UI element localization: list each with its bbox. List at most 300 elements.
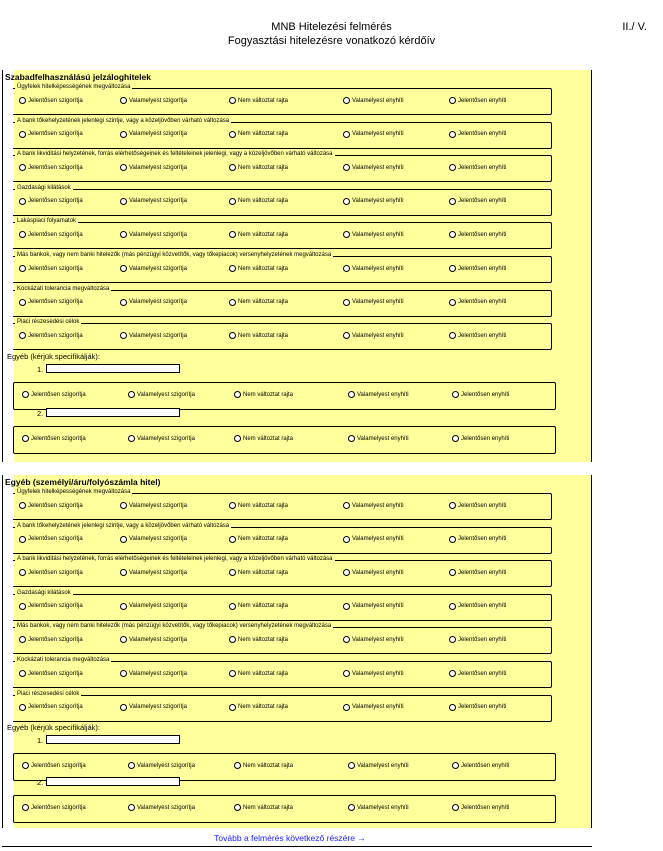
radio-button[interactable] [234,435,241,442]
radio-option-row [13,502,551,512]
section-panel [2,475,592,828]
radio-button[interactable] [449,131,456,138]
radio-option[interactable] [19,97,83,104]
radio-option-label: Valamelyest szigorítja [129,569,187,576]
radio-option-label: Valamelyest szigorítja [129,299,187,306]
radio-option-label: Jelentősen enyhíti [458,265,507,272]
radio-button[interactable] [343,299,350,306]
radio-option-label: Nem változtat rajta [238,670,289,677]
radio-button[interactable] [452,391,459,398]
other-option-group [13,426,556,454]
radio-button[interactable] [229,502,236,509]
radio-button[interactable] [19,231,26,238]
radio-button[interactable] [128,391,135,398]
radio-option-label: Nem változtat rajta [238,299,289,306]
radio-option[interactable] [234,391,293,398]
radio-option-label: Nem változtat rajta [238,502,289,509]
radio-option-label: Jelentősen enyhíti [461,435,510,442]
radio-option[interactable] [128,762,195,769]
radio-button[interactable] [229,164,236,171]
radio-button[interactable] [22,435,29,442]
radio-option-label: Jelentősen enyhíti [458,502,507,509]
radio-option[interactable] [449,265,506,272]
radio-option-label: Valamelyest enyhíti [352,536,404,543]
radio-button[interactable] [234,391,241,398]
radio-option[interactable] [19,231,83,238]
radio-option-label: Valamelyest enyhíti [357,391,409,398]
radio-option-label: Valamelyest szigorítja [137,391,195,398]
radio-button[interactable] [343,265,350,272]
section-title: Szabadfelhasználású jelzáloghitelek [5,72,151,82]
radio-option-label: Valamelyest enyhíti [357,804,409,811]
radio-option-label: Jelentősen enyhíti [458,670,507,677]
question-group [13,589,552,621]
radio-option[interactable] [229,670,288,677]
radio-button[interactable] [343,231,350,238]
radio-option[interactable] [343,704,404,711]
radio-button[interactable] [229,231,236,238]
radio-button[interactable] [348,762,355,769]
radio-option[interactable] [449,636,506,643]
radio-button[interactable] [128,804,135,811]
radio-button[interactable] [120,536,127,543]
question-group-legend: A bank likviditási helyzetének, forrás elérhetőségeinek és feltételeinek jelenlegi, vagy a közeljövőben várható változása [17,556,333,563]
radio-option[interactable] [19,198,83,205]
radio-option[interactable] [19,636,83,643]
radio-button[interactable] [343,670,350,677]
question-group [13,319,552,350]
radio-option[interactable] [120,332,187,339]
radio-option[interactable] [120,131,187,138]
radio-button[interactable] [343,603,350,610]
radio-option[interactable] [19,704,83,711]
radio-option[interactable] [343,502,404,509]
radio-option-label: Jelentősen szigorítja [31,435,86,442]
radio-button[interactable] [449,265,456,272]
radio-option-row [13,131,551,141]
radio-option[interactable] [449,704,506,711]
radio-option-row [14,435,555,445]
question-group-legend: Kockázati tolerancia megváltozása [17,285,110,292]
radio-option[interactable] [234,762,293,769]
radio-option[interactable] [22,804,86,811]
radio-button[interactable] [19,603,26,610]
radio-button[interactable] [128,762,135,769]
radio-option-label: Jelentősen szigorítja [28,502,83,509]
question-group [13,218,552,249]
radio-button[interactable] [120,670,127,677]
other-item-number: 1. [37,736,44,745]
radio-button[interactable] [348,435,355,442]
radio-button[interactable] [234,762,241,769]
radio-button[interactable] [452,762,459,769]
radio-button[interactable] [229,198,236,205]
radio-option-label: Valamelyest enyhíti [352,704,404,711]
radio-option[interactable] [19,332,83,339]
radio-button[interactable] [22,804,29,811]
radio-option[interactable] [229,636,288,643]
question-group-legend: Ügyfelek hitelképességének megváltozása [17,84,131,90]
radio-option-label: Valamelyest szigorítja [129,97,187,104]
radio-option[interactable] [229,704,288,711]
radio-button[interactable] [449,198,456,205]
radio-option[interactable] [120,636,187,643]
radio-option[interactable] [449,164,506,171]
radio-option[interactable] [449,198,506,205]
radio-button[interactable] [229,603,236,610]
radio-button[interactable] [19,198,26,205]
radio-option[interactable] [343,670,404,677]
radio-option-label: Valamelyest enyhíti [352,332,404,339]
radio-option[interactable] [449,569,506,576]
radio-option[interactable] [348,804,409,811]
radio-button[interactable] [120,265,127,272]
question-group-legend: A bank likviditási helyzetének, forrás elérhetőségeinek és feltételeinek jelenlegi, vagy a közeljövőben várható változása [17,151,333,158]
radio-option-label: Jelentősen szigorítja [28,704,83,711]
radio-button[interactable] [120,231,127,238]
radio-option[interactable] [234,435,293,442]
group-top-rule [80,222,551,223]
radio-option-row [13,231,551,241]
radio-option[interactable] [229,332,288,339]
radio-option-label: Valamelyest szigorítja [129,636,187,643]
radio-option-label: Jelentősen enyhíti [458,164,507,171]
radio-button[interactable] [120,569,127,576]
radio-button[interactable] [120,636,127,643]
question-group [13,184,552,216]
radio-option-label: Valamelyest szigorítja [129,164,187,171]
question-group-legend: Más bankok, vagy nem banki hitelezők (más pénzügyi közvetítők, vagy tőkepiacok) versenyhelyzetének megváltozása [17,623,332,630]
group-top-rule [83,695,551,696]
radio-button[interactable] [19,299,26,306]
radio-option[interactable] [120,231,187,238]
question-group [13,522,552,554]
radio-button[interactable] [343,97,350,104]
radio-option-row [13,198,551,208]
radio-button[interactable] [19,97,26,104]
question-group-legend: Ügyfelek hitelképességének megváltozása [17,489,131,495]
radio-button[interactable] [229,536,236,543]
radio-button[interactable] [229,131,236,138]
radio-option[interactable] [343,299,404,306]
radio-option-label: Nem változtat rajta [238,164,289,171]
question-group-legend: Lakáspiaci folyamatok [17,218,77,225]
radio-option-row [14,762,555,772]
radio-button[interactable] [449,299,456,306]
radio-option[interactable] [128,391,195,398]
radio-option[interactable] [229,265,288,272]
radio-option[interactable] [229,299,288,306]
radio-option[interactable] [348,762,409,769]
radio-option-label: Nem változtat rajta [238,131,289,138]
group-top-rule [75,189,551,190]
radio-option-label: Jelentősen szigorítja [28,603,83,610]
radio-option[interactable] [343,265,404,272]
radio-button[interactable] [229,97,236,104]
radio-option-label: Jelentősen szigorítja [28,569,83,576]
radio-button[interactable] [449,97,456,104]
other-specify-input[interactable] [46,408,180,417]
radio-button[interactable] [343,636,350,643]
other-label: Egyéb (kérjük specifikálják): [7,723,100,732]
radio-option[interactable] [19,265,83,272]
radio-button[interactable] [120,198,127,205]
radio-option[interactable] [229,131,288,138]
radio-option-label: Valamelyest szigorítja [137,804,195,811]
radio-option[interactable] [449,231,506,238]
radio-option-label: Nem változtat rajta [238,332,289,339]
radio-option[interactable] [452,391,509,398]
survey-title: MNB Hitelezési felmérés [271,21,392,33]
radio-button[interactable] [449,231,456,238]
radio-option-row [13,299,551,309]
radio-option-label: Valamelyest enyhíti [352,502,404,509]
radio-option[interactable] [348,391,409,398]
radio-option-label: Nem változtat rajta [238,636,289,643]
radio-option-row [13,332,551,342]
radio-button[interactable] [19,569,26,576]
radio-option[interactable] [120,704,187,711]
radio-button[interactable] [128,435,135,442]
radio-option[interactable] [229,164,288,171]
radio-option[interactable] [449,131,506,138]
radio-option[interactable] [234,804,293,811]
other-label: Egyéb (kérjük specifikálják): [7,352,100,361]
other-specify-input[interactable] [46,364,180,373]
radio-button[interactable] [19,332,26,339]
radio-button[interactable] [343,164,350,171]
question-group-legend: A bank tőkehelyzetének jelenlegi szintje, vagy a közeljövőben várható változása [17,522,230,529]
radio-option[interactable] [128,804,195,811]
group-top-rule [337,560,551,561]
group-top-rule [113,290,551,291]
radio-option[interactable] [449,603,506,610]
radio-option[interactable] [229,603,288,610]
radio-option-row [13,569,551,579]
radio-option[interactable] [343,636,404,643]
radio-option[interactable] [449,332,506,339]
radio-button[interactable] [19,670,26,677]
radio-option-label: Jelentősen enyhíti [458,569,507,576]
radio-button[interactable] [19,502,26,509]
radio-option-label: Jelentősen enyhíti [461,804,510,811]
radio-button[interactable] [19,164,26,171]
radio-option-label: Valamelyest szigorítja [129,670,187,677]
radio-button[interactable] [19,636,26,643]
other-item-number: 2. [37,409,44,418]
radio-option-label: Valamelyest szigorítja [129,131,187,138]
radio-button[interactable] [343,704,350,711]
question-group-legend: Piaci részesedési célok [17,319,80,326]
radio-option[interactable] [449,97,506,104]
radio-button[interactable] [22,391,29,398]
radio-button[interactable] [120,704,127,711]
radio-button[interactable] [449,164,456,171]
radio-button[interactable] [19,131,26,138]
radio-button[interactable] [22,762,29,769]
radio-button[interactable] [120,97,127,104]
radio-button[interactable] [449,332,456,339]
radio-button[interactable] [348,804,355,811]
radio-option[interactable] [120,97,187,104]
radio-option[interactable] [343,231,404,238]
radio-button[interactable] [452,804,459,811]
other-specify-input[interactable] [46,777,180,786]
question-group [13,657,552,688]
radio-option[interactable] [19,670,83,677]
radio-option[interactable] [343,97,404,104]
radio-option-label: Jelentősen szigorítja [28,198,83,205]
radio-button[interactable] [343,569,350,576]
radio-option[interactable] [343,131,404,138]
radio-option[interactable] [120,569,187,576]
radio-button[interactable] [234,804,241,811]
section-title: Egyéb (személyi/áru/folyószámla hitel) [5,477,161,487]
radio-button[interactable] [229,299,236,306]
radio-option[interactable] [120,536,187,543]
radio-option[interactable] [343,569,404,576]
radio-option[interactable] [19,299,83,306]
radio-button[interactable] [120,131,127,138]
radio-option-label: Jelentősen szigorítja [28,164,83,171]
radio-button[interactable] [120,299,127,306]
radio-option-row [13,636,551,646]
radio-button[interactable] [19,536,26,543]
question-group [13,489,552,520]
radio-option[interactable] [22,435,86,442]
radio-option[interactable] [343,198,404,205]
radio-button[interactable] [449,502,456,509]
radio-option[interactable] [229,569,288,576]
other-option-group [13,382,556,410]
radio-option[interactable] [120,670,187,677]
radio-option[interactable] [19,502,83,509]
radio-button[interactable] [449,569,456,576]
radio-option[interactable] [452,762,509,769]
radio-option[interactable] [348,435,409,442]
radio-button[interactable] [19,704,26,711]
next-section-link[interactable]: Tovább a felmérés következő részére → [214,833,366,843]
radio-option[interactable] [120,164,187,171]
radio-option[interactable] [452,804,509,811]
radio-option-label: Nem változtat rajta [243,804,294,811]
radio-button[interactable] [229,265,236,272]
radio-option-label: Nem változtat rajta [243,762,294,769]
radio-option[interactable] [19,536,83,543]
radio-option[interactable] [343,164,404,171]
radio-option-label: Valamelyest enyhíti [352,299,404,306]
radio-button[interactable] [343,536,350,543]
radio-option[interactable] [19,164,83,171]
radio-option[interactable] [19,603,83,610]
radio-option-label: Jelentősen enyhíti [458,231,507,238]
radio-option-label: Nem változtat rajta [238,536,289,543]
radio-option-label: Jelentősen szigorítja [28,231,83,238]
radio-button[interactable] [449,603,456,610]
radio-button[interactable] [120,164,127,171]
radio-option-label: Valamelyest enyhíti [352,97,404,104]
radio-option[interactable] [343,332,404,339]
radio-option[interactable] [120,603,187,610]
radio-option-label: Valamelyest szigorítja [129,502,187,509]
radio-option[interactable] [229,231,288,238]
radio-button[interactable] [449,536,456,543]
radio-option-row [13,536,551,546]
radio-option-label: Valamelyest enyhíti [357,762,409,769]
radio-option[interactable] [449,536,506,543]
radio-option[interactable] [120,502,187,509]
radio-option-row [14,804,555,814]
radio-button[interactable] [120,603,127,610]
radio-option-row [13,164,551,174]
radio-button[interactable] [452,435,459,442]
radio-button[interactable] [343,332,350,339]
radio-button[interactable] [449,670,456,677]
radio-button[interactable] [348,391,355,398]
radio-button[interactable] [120,332,127,339]
radio-option[interactable] [452,435,509,442]
radio-option-label: Nem változtat rajta [238,265,289,272]
radio-button[interactable] [229,332,236,339]
radio-option[interactable] [120,265,187,272]
radio-option-label: Jelentősen szigorítja [28,131,83,138]
radio-button[interactable] [229,670,236,677]
radio-option-row [14,391,555,401]
radio-option[interactable] [449,502,506,509]
question-group-legend: Piaci részesedési célok [17,690,80,697]
radio-button[interactable] [120,502,127,509]
radio-option[interactable] [343,603,404,610]
radio-option[interactable] [449,670,506,677]
radio-option[interactable] [120,299,187,306]
radio-option-label: Valamelyest enyhíti [352,131,404,138]
radio-option[interactable] [449,299,506,306]
radio-button[interactable] [343,198,350,205]
radio-button[interactable] [229,636,236,643]
radio-option-label: Valamelyest enyhíti [352,164,404,171]
radio-option[interactable] [229,198,288,205]
question-group [13,117,552,149]
radio-option[interactable] [22,762,86,769]
radio-button[interactable] [229,569,236,576]
radio-button[interactable] [449,636,456,643]
radio-button[interactable] [449,704,456,711]
group-top-rule [233,527,551,528]
radio-option-label: Valamelyest enyhíti [352,198,404,205]
radio-option[interactable] [19,569,83,576]
radio-option[interactable] [229,536,288,543]
radio-button[interactable] [343,131,350,138]
other-specify-input[interactable] [46,735,180,744]
radio-option[interactable] [343,536,404,543]
radio-option-label: Jelentősen enyhíti [458,299,507,306]
radio-option-label: Jelentősen enyhíti [458,636,507,643]
radio-button[interactable] [229,704,236,711]
radio-option-row [13,97,551,107]
radio-option-label: Nem változtat rajta [238,231,289,238]
group-top-rule [134,493,551,494]
radio-option[interactable] [120,198,187,205]
radio-option[interactable] [19,131,83,138]
radio-option-label: Nem változtat rajta [238,97,289,104]
radio-option[interactable] [22,391,86,398]
radio-option-label: Nem változtat rajta [238,198,289,205]
radio-option[interactable] [128,435,195,442]
radio-option[interactable] [229,502,288,509]
radio-option[interactable] [229,97,288,104]
radio-button[interactable] [343,502,350,509]
radio-button[interactable] [19,265,26,272]
